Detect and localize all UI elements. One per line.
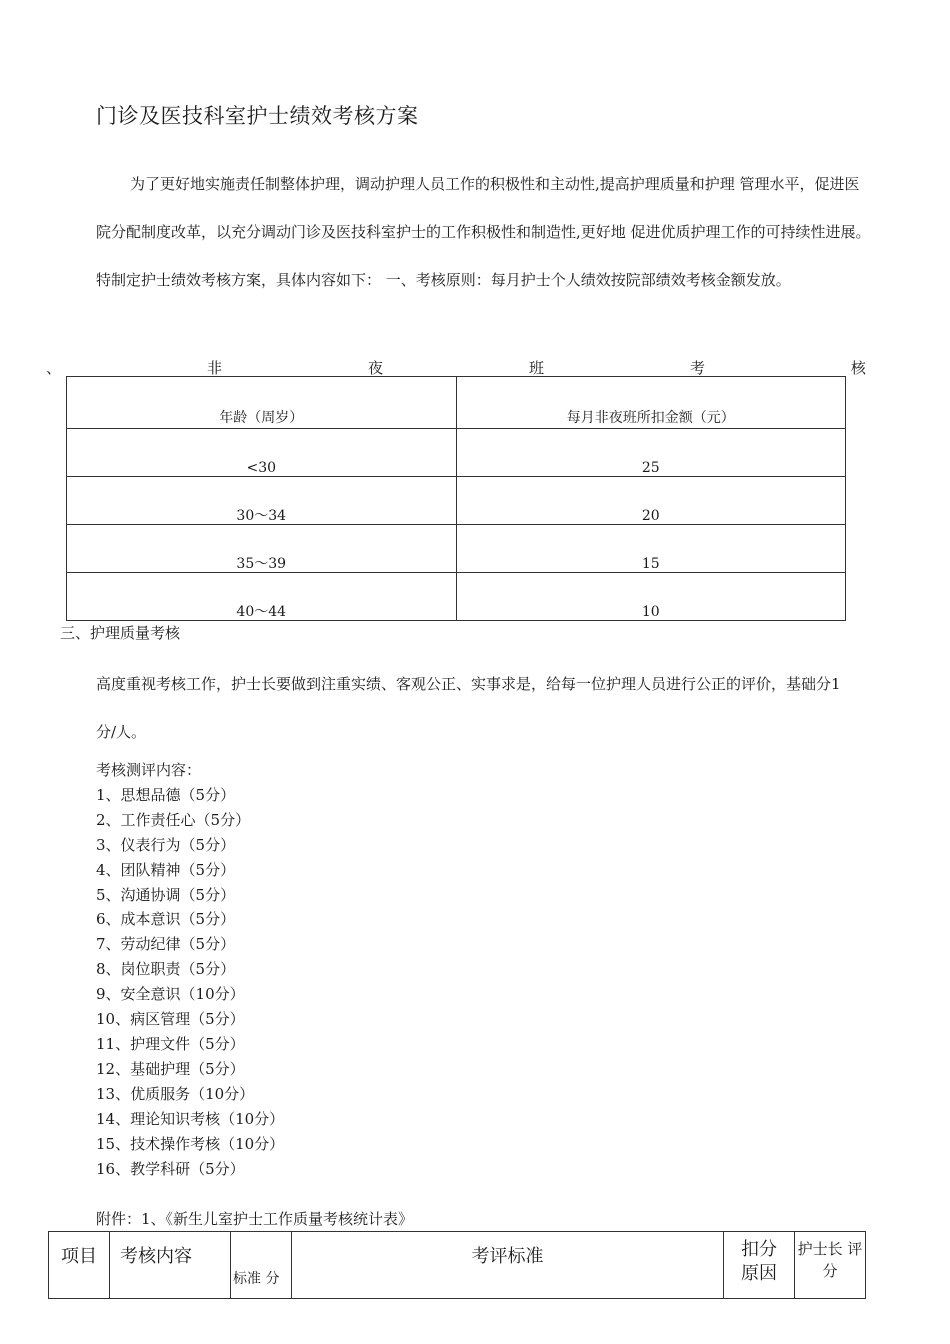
section2-char: 、 — [46, 359, 62, 377]
eval-label: 考核测评内容： — [96, 761, 202, 779]
section2-char: 班 — [528, 359, 544, 377]
section3-paragraph: 高度重视考核工作，护士长要做到注重实绩、客观公正、实事求是，给每一位护理人员进行公正的评价，基础分1分/人。 — [96, 675, 841, 741]
table-row — [67, 573, 846, 621]
list-item: 11、护理文件（5分） — [96, 1034, 245, 1053]
stat-table — [48, 1231, 866, 1299]
header-item: 项目 — [49, 1232, 110, 1299]
amount-cell: 20 — [456, 477, 846, 525]
list-item: 14、理论知识考核（10分） — [96, 1109, 285, 1128]
section3-heading: 三、护理质量考核 — [60, 624, 181, 642]
deduct-line1: 扣分 — [741, 1239, 777, 1260]
night-shift-table — [66, 376, 846, 621]
header-score — [231, 1232, 292, 1299]
score-label: 标准 分 — [233, 1271, 280, 1287]
age-cell: 30〜34 — [67, 477, 457, 525]
list-item: 3、仪表行为（5分） — [96, 835, 236, 854]
list-item: 15、技术操作考核（10分） — [96, 1134, 285, 1153]
page-title: 门诊及医技科室护士绩效考核方案 — [96, 104, 419, 128]
list-item: 5、沟通协调（5分） — [96, 885, 236, 904]
header-content: 考核内容 — [110, 1232, 231, 1299]
list-item: 9、安全意识（10分） — [96, 985, 245, 1004]
section2-char: 夜 — [367, 359, 383, 377]
age-cell: 35〜39 — [67, 525, 457, 573]
header-age: 年龄（周岁） — [67, 377, 457, 429]
list-item: 10、病区管理（5分） — [96, 1010, 245, 1029]
section2-char: 非 — [206, 359, 222, 377]
list-item: 2、工作责任心（5分） — [96, 810, 251, 829]
header-head-nurse — [795, 1232, 866, 1299]
list-item: 13、优质服务（10分） — [96, 1084, 255, 1103]
amount-cell: 15 — [456, 525, 846, 573]
list-item: 16、教学科研（5分） — [96, 1159, 245, 1178]
amount-cell: 25 — [456, 429, 846, 477]
section2-char: 考 — [689, 359, 705, 377]
age-cell: 40〜44 — [67, 573, 457, 621]
table-header-row — [49, 1232, 866, 1299]
eval-list — [96, 758, 284, 1181]
table-row — [67, 477, 846, 525]
list-item: 12、基础护理（5分） — [96, 1059, 245, 1078]
head-line2: 分 — [822, 1262, 838, 1280]
section2-heading — [46, 357, 866, 378]
deduct-line2: 原因 — [741, 1263, 777, 1284]
list-item: 1、思想品德（5分） — [96, 785, 236, 804]
list-item: 7、劳动纪律（5分） — [96, 935, 236, 954]
intro-paragraph: 为了更好地实施责任制整体护理，调动护理人员工作的积极性和主动性,提高护理质量和护理 管理水平，促进医院分配制度改革，以充分调动门诊及医技科室护士的工作积极性和制造性,更好地 促进优质护理工作的可持续性进展。特制定护士绩效考核方案，具体内容如下： 一、考核原则：每月护士个人绩效按院部绩效考核金额发放。 — [96, 175, 871, 289]
list-item: 8、岗位职责（5分） — [96, 960, 236, 979]
list-item: 4、团队精神（5分） — [96, 860, 236, 879]
header-deduction: 每月非夜班所扣金额（元） — [456, 377, 846, 429]
header-standard: 考评标准 — [292, 1232, 724, 1299]
section2-char: 核 — [850, 359, 866, 377]
header-deduct — [724, 1232, 795, 1299]
table-row — [67, 429, 846, 477]
table-header-row — [67, 377, 846, 429]
attachment-line: 附件：1、《新生儿室护士工作质量考核统计表》 — [96, 1210, 414, 1228]
age-cell: <30 — [67, 429, 457, 477]
amount-cell: 10 — [456, 573, 846, 621]
head-line1: 护士长 评 — [797, 1240, 863, 1258]
list-item: 6、成本意识（5分） — [96, 910, 236, 929]
table-row — [67, 525, 846, 573]
